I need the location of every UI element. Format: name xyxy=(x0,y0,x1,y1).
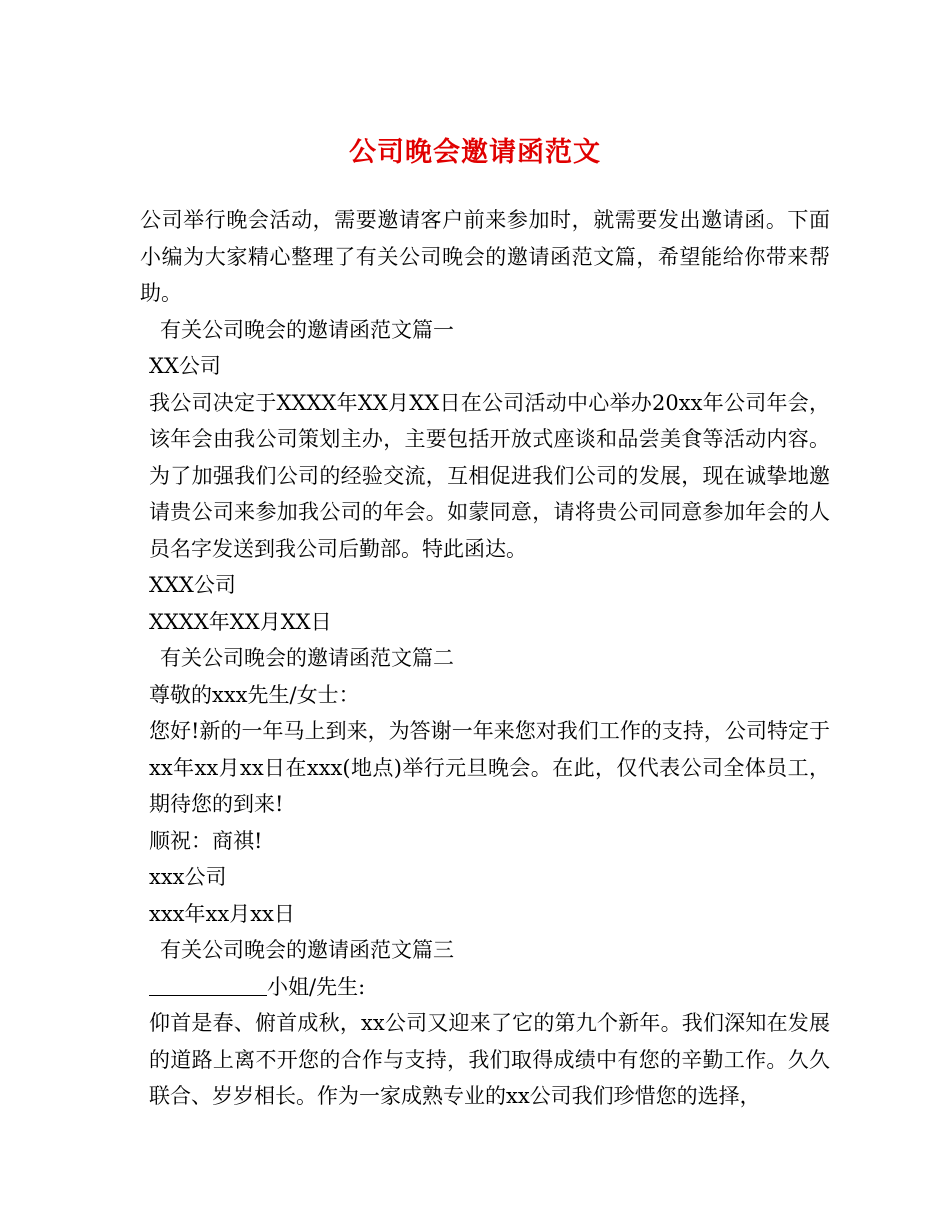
section-1-body: 我公司决定于XXXX年XX月XX日在公司活动中心举办20xx年公司年会，该年会由我公司策划主办，主要包括开放式座谈和品尝美食等活动内容。为了加强我们公司的经验交流，互相促进我们公司的发展，现在诚挚地邀请贵公司来参加我公司的年会。如蒙同意，请将贵公司同意参加年会的人员名字发送到我公司后勤部。特此函达。 xyxy=(149,390,830,561)
section-2-date: xxx年xx月xx日 xyxy=(149,901,295,926)
section-2-body: 您好!新的一年马上到来，为答谢一年来您对我们工作的支持，公司特定于xx年xx月xx日在xxx(地点)举行元旦晚会。在此，仅代表公司全体员工，期待您的到来! xyxy=(149,719,830,816)
document-title: 公司晚会邀请函范文 xyxy=(349,137,601,168)
section-1-signature: XXX公司 xyxy=(149,573,236,597)
intro-paragraph: 公司举行晚会活动，需要邀请客户前来参加时，就需要发出邀请函。下面小编为大家精心整理了有关公司晚会的邀请函范文篇，希望能给你带来帮助。 xyxy=(140,208,830,305)
section-2-closing: 顺祝：商祺! xyxy=(149,828,263,853)
section-3-body: 仰首是春、俯首成秋，xx公司又迎来了它的第九个新年。我们深知在发展的道路上离不开您的合作与支持，我们取得成绩中有您的辛勤工作。久久联合、岁岁相长。作为一家成熟专业的xx公司我们珍惜您的选择， xyxy=(149,1011,830,1108)
section-2-addressee: 尊敬的xxx先生/女士： xyxy=(149,682,360,707)
section-3-addressee-line xyxy=(140,969,830,1006)
section-3-heading: 有关公司晚会的邀请函范文篇三 xyxy=(160,938,454,962)
section-3-addressee-suffix: 小姐/先生: xyxy=(267,974,366,999)
section-1-addressee: XX公司 xyxy=(149,354,221,378)
section-1-date: XXXX年XX月XX日 xyxy=(149,609,332,634)
section-1-heading: 有关公司晚会的邀请函范文篇一 xyxy=(160,317,454,342)
section-2-heading: 有关公司晚会的邀请函范文篇二 xyxy=(160,646,454,670)
section-2-signature: xxx公司 xyxy=(149,865,227,889)
blank-name-line xyxy=(149,973,267,996)
document-body xyxy=(140,202,830,1115)
